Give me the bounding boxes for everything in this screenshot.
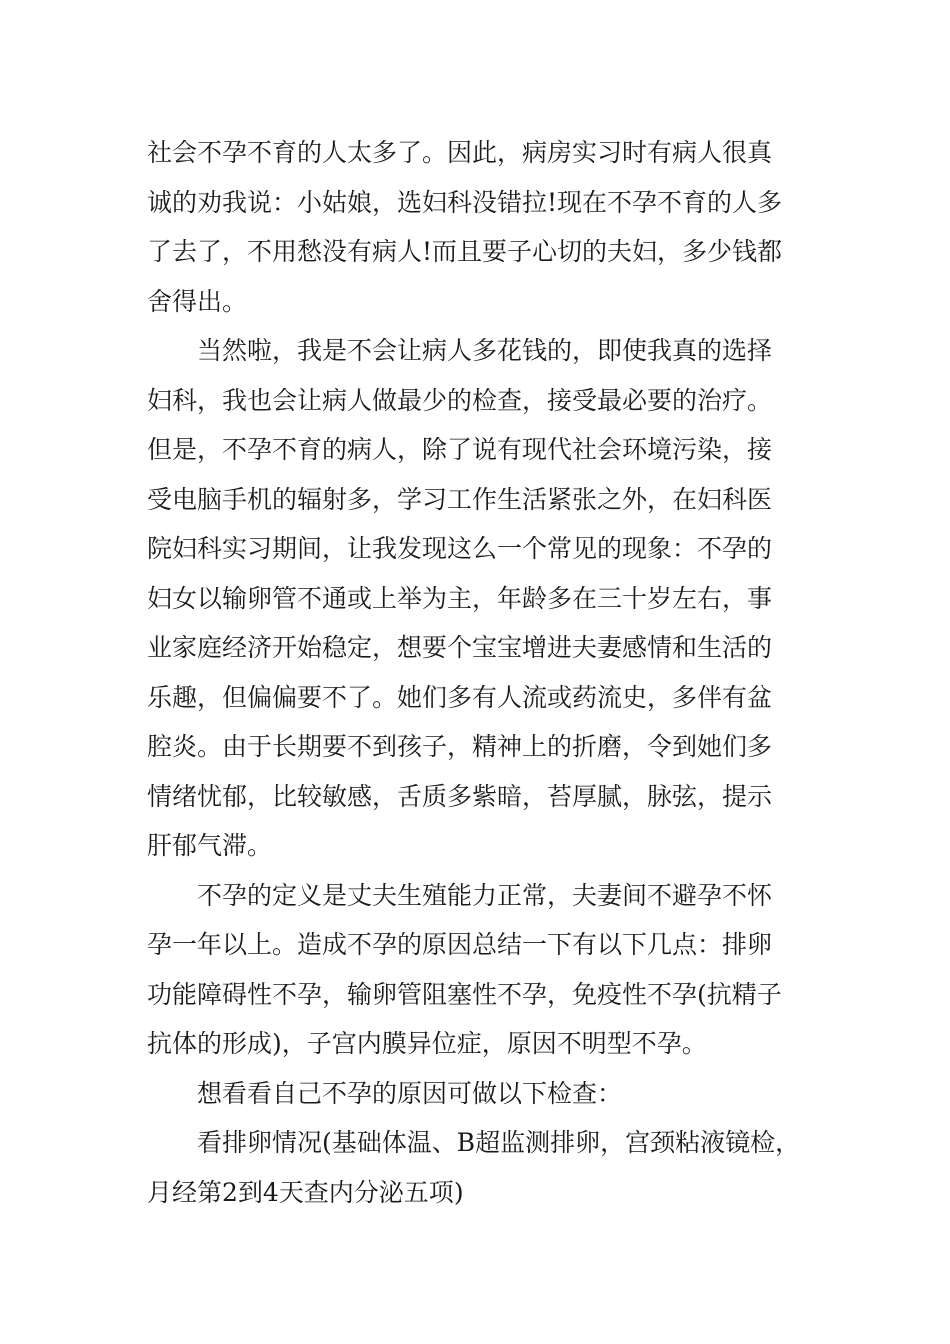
paragraph-1: 社会不孕不育的人太多了。因此，病房实习时有病人很真 诚的劝我说：小姑娘，选妇科没错拉!现在不孕不育的人多 了去了，不用愁没有病人!而且要子心切的夫妇，多少钱都 舍得出。 [147,138,783,316]
body-text [147,128,807,1217]
paragraph-3: 不孕的定义是丈夫生殖能力正常，夫妻间不避孕不怀 孕一年以上。造成不孕的原因总结一下有以下几点：排卵 功能障碍性不孕，输卵管阻塞性不孕，免疫性不孕(抗精子 抗体的形成)，子宫内膜异位症，原因不明型不孕。 [147,880,782,1058]
paragraph-2: 当然啦，我是不会让病人多花钱的，即使我真的选择 妇科，我也会让病人做最少的检查，接受最必要的治疗。 但是，不孕不育的病人，除了说有现代社会环境污染，接 受电脑手机的辐射多，学习工作生活紧张之外，在妇科医 院妇科实习期间，让我发现这么一个常见的现象：不孕的 妇女以输卵管不通或上举为主，年龄多在三十岁左右，事 业家庭经济开始稳定，想要个宝宝增进夫妻感情和生活的 乐趣，但偏偏要不了。她们多有人流或药流史，多伴有盆 腔炎。由于长期要不到孩子，精神上的折磨，令到她们多 情绪忧郁，比较敏感，舌质多紫暗，苔厚腻，脉弦，提示 肝郁气滞。 [147,336,773,860]
paragraph-5: 看排卵情况(基础体温、B超监测排卵，宫颈粘液镜检， 月经第2到4天查内分泌五项) [147,1128,801,1207]
paragraph-4: 想看看自己不孕的原因可做以下检查： [147,1078,623,1108]
